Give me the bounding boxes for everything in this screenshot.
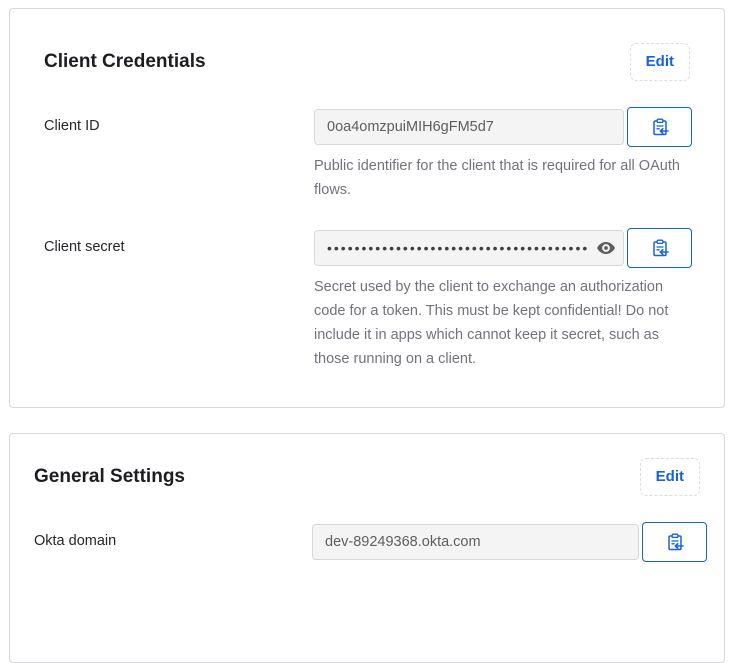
okta-domain-input[interactable] (312, 524, 639, 560)
edit-client-credentials-button[interactable]: Edit (630, 43, 690, 81)
client-id-help: Public identifier for the client that is required for all OAuth flows. (314, 158, 680, 198)
reveal-secret-button[interactable] (595, 240, 617, 257)
client-credentials-header (44, 43, 690, 81)
client-secret-label: Client secret (44, 239, 125, 255)
client-id-input-group (314, 107, 692, 147)
client-id-input[interactable] (314, 109, 624, 145)
client-secret-input-group (314, 228, 692, 268)
client-secret-content (314, 228, 692, 371)
client-secret-row (44, 228, 690, 371)
clipboard-copy-icon (651, 239, 669, 257)
okta-domain-row (34, 522, 700, 562)
client-secret-help: Secret used by the client to exchange an authorization code for a token. This must be kept confidential! Do not include it in apps which cannot keep it secret, such as those running on a client. (314, 279, 669, 367)
clipboard-copy-icon (666, 533, 684, 551)
copy-okta-domain-button[interactable] (642, 522, 707, 562)
client-credentials-title: Client Credentials (44, 51, 206, 72)
copy-client-id-button[interactable] (627, 107, 692, 147)
okta-domain-input-group (312, 522, 707, 562)
client-id-row (44, 107, 690, 202)
general-settings-title: General Settings (34, 466, 185, 487)
general-settings-card (9, 433, 725, 663)
okta-domain-content (312, 522, 707, 562)
client-secret-input[interactable] (314, 230, 624, 266)
client-id-content (314, 107, 692, 202)
edit-general-settings-button[interactable]: Edit (640, 458, 700, 496)
client-id-label: Client ID (44, 118, 100, 134)
general-settings-header (34, 458, 700, 496)
clipboard-copy-icon (651, 118, 669, 136)
client-secret-input-wrap (314, 230, 624, 266)
eye-icon (597, 242, 615, 255)
copy-client-secret-button[interactable] (627, 228, 692, 268)
client-credentials-card (9, 8, 725, 408)
okta-domain-label: Okta domain (34, 533, 117, 549)
